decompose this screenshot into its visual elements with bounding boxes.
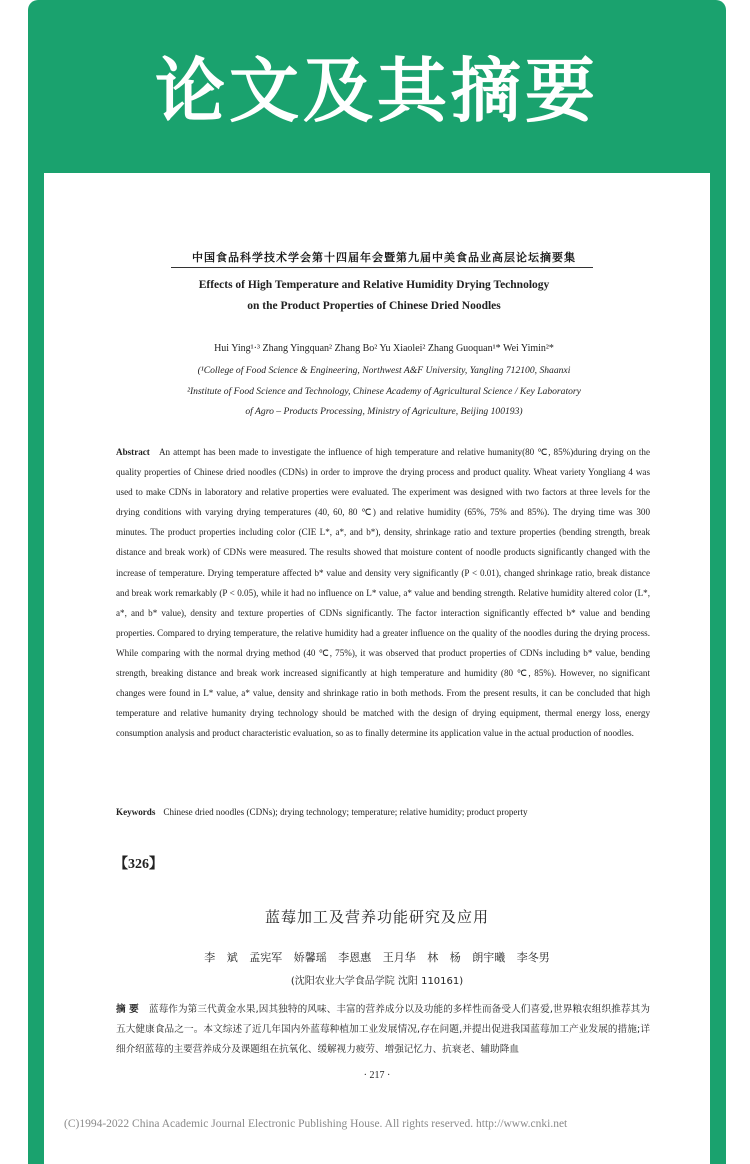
title-line-2: on the Product Properties of Chinese Dried Noodles <box>247 300 501 312</box>
entry-number: 【326】 <box>114 857 163 872</box>
abstract-en <box>116 442 650 743</box>
keywords-text: Chinese dried noodles (CDNs); drying technology; temperature; relative humidity; product property <box>163 807 528 817</box>
affiliation-cn: (沈阳农业大学食品学院 沈阳 110161) <box>290 976 464 987</box>
keywords-label: Keywords <box>116 807 156 817</box>
paper-title-en <box>124 275 624 317</box>
running-head: 中国食品科学技术学会第十四届年会暨第九届中美食品业高层论坛摘要集 <box>192 251 576 264</box>
abstract-cn <box>116 1000 650 1060</box>
abstract-cn-label: 摘 要 <box>116 1004 139 1015</box>
header-rule <box>171 267 593 268</box>
affiliation-1: (¹College of Food Science & Engineering, Northwest A&F University, Yangling 712100, Shaanxi <box>197 365 571 376</box>
copyright-footer: (C)1994-2022 China Academic Journal Electronic Publishing House. All rights reserved. http://www.cnki.net <box>64 1118 568 1130</box>
abstract-cn-text: 蓝莓作为第三代黄金水果,因其独特的风味、丰富的营养成分以及功能的多样性而备受人们喜爱,世界粮农组织推荐其为五大健康食品之一。本文综述了近几年国内外蓝莓种植加工业发展情况,存在问题,并提出促进我国蓝莓加工产业发展的措施;详细介绍蓝莓的主要营养成分及课题组在抗氧化、缓解视力疲劳、增强记忆力、抗衰老、辅助降血 <box>116 1004 650 1055</box>
authors-cn: 李 斌 孟宪军 娇馨瑶 李恩惠 王月华 林 杨 朗宇曦 李冬男 <box>204 951 550 964</box>
abstract-text: An attempt has been made to investigate the influence of high temperature and relative humanity(80 ℃, 85%)during drying on the quality properties of Chinese dried noodles (CDNs) in order to improve the drying process and product quality. Wheat variety Yongliang 4 was used to make CDNs in laboratory and relative properties were evaluated. The experiment was designed with two factors at three levels for the drying conditions with varying drying temperatures (40, 60, 80 ℃) and relative humidity (65%, 75% and 85%). The drying time was 300 minutes. The product properties including color (CIE L*, a*, and b*), density, shrinkage ratio and texture properties (bending strength, break distance and break work) of CDNs were measured. The results showed that moisture content of noodle products significantly changed with the increase of temperature. Drying temperature affected b* value and density very significantly (P < 0.01), changed shrinkage ratio, break distance and break work remarkably (P < 0.05), while it had no influence on L* value, a* value and bending strength. Relative humidity altered color (L*, a*, and b* value), density and texture properties of CDNs significantly. The factor interaction significantly effected b* value and bending properties. Compared to drying temperature, the relative humidity had a greater influence on the quality of the noodles during the drying process. While comparing with the normal drying method (40 ℃, 75%), it was observed that product properties of CDNs including b* value, bending strength, breaking distance and break work increased significantly at high temperature and humidity (80 ℃, 85%). However, no significant changes were found in L* value, a* value, density and shrinkage ratio in both methods. From the present results, it can be concluded that high temperature and relative humanity drying technology should be matched with the design of drying equipment, thermal energy loss, energy consumption analysis and product characteristic evaluation, so as to finally determine its application value in the actual production of noodles. <box>116 447 651 739</box>
title-line-1: Effects of High Temperature and Relative Humidity Drying Technology <box>198 279 550 291</box>
affiliation-3: of Agro – Products Processing, Ministry of Agriculture, Beijing 100193) <box>245 406 523 417</box>
keywords-en <box>116 807 650 817</box>
paper-title-cn: 蓝莓加工及营养功能研究及应用 <box>264 908 489 926</box>
authors-en: Hui Ying¹·³ Zhang Yingquan² Zhang Bo² Yu Xiaolei² Zhang Guoquan¹* Wei Yimin²* <box>214 343 554 354</box>
paper-page <box>44 173 710 1164</box>
page-number: · 217 · <box>363 1070 391 1081</box>
abstract-label: Abstract <box>116 447 150 457</box>
banner-title: 论文及其摘要 <box>155 49 599 132</box>
affiliation-2: ²Institute of Food Science and Technology, Chinese Academy of Agricultural Science / Key Laboratory <box>187 386 581 397</box>
